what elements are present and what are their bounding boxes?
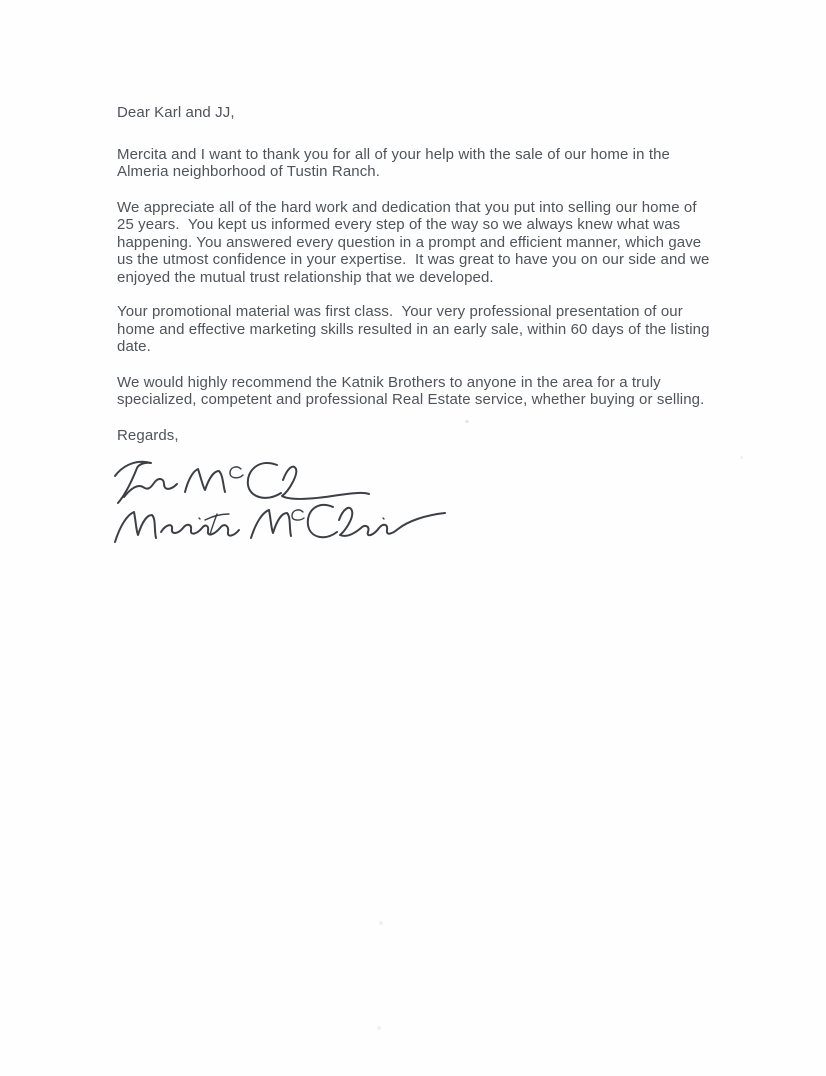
letter-body <box>117 104 727 554</box>
letter-line: We would highly recommend the Katnik Brothers to anyone in the area for a truly <box>117 373 661 391</box>
letter-line: home and effective marketing skills resulted in an early sale, within 60 days of the listing <box>117 320 710 338</box>
paragraph-appreciation <box>117 199 727 287</box>
letter-line: We appreciate all of the hard work and dedication that you put into selling our home of <box>117 198 697 216</box>
closing: Regards, <box>117 426 179 444</box>
paragraph-recommendation <box>117 374 727 409</box>
scan-speck <box>377 1026 381 1030</box>
signature-tom-mcclain <box>115 462 369 503</box>
scan-speck <box>379 921 383 925</box>
paragraph-promotional <box>117 303 727 356</box>
letter-line: Your promotional material was first class. Your very professional presentation of our <box>117 303 683 320</box>
scan-speck <box>465 420 469 423</box>
signatures-handwriting <box>111 450 451 554</box>
letter-line: date. <box>117 338 151 355</box>
scan-speck <box>740 456 743 459</box>
letter-line: Almeria neighborhood of Tustin Ranch. <box>117 163 381 180</box>
signature-mercita-mcclain <box>115 505 445 542</box>
letter-line: 25 years. You kept us informed every step of the way so we always knew what was <box>117 216 681 233</box>
letter-line: enjoyed the mutual trust relationship that we developed. <box>117 268 494 286</box>
letter-line: us the utmost confidence in your expertise. It was great to have you on our side and we <box>117 251 710 268</box>
letter-line: specialized, competent and professional Real Estate service, whether buying or selling. <box>117 391 705 408</box>
signature-block <box>111 450 451 554</box>
paragraph-intro <box>117 146 727 181</box>
salutation: Dear Karl and JJ, <box>117 104 235 121</box>
letter-line: Mercita and I want to thank you for all of your help with the sale of our home in the <box>117 145 670 163</box>
letter-line: happening. You answered every question in a prompt and efficient manner, which gave <box>117 233 702 251</box>
